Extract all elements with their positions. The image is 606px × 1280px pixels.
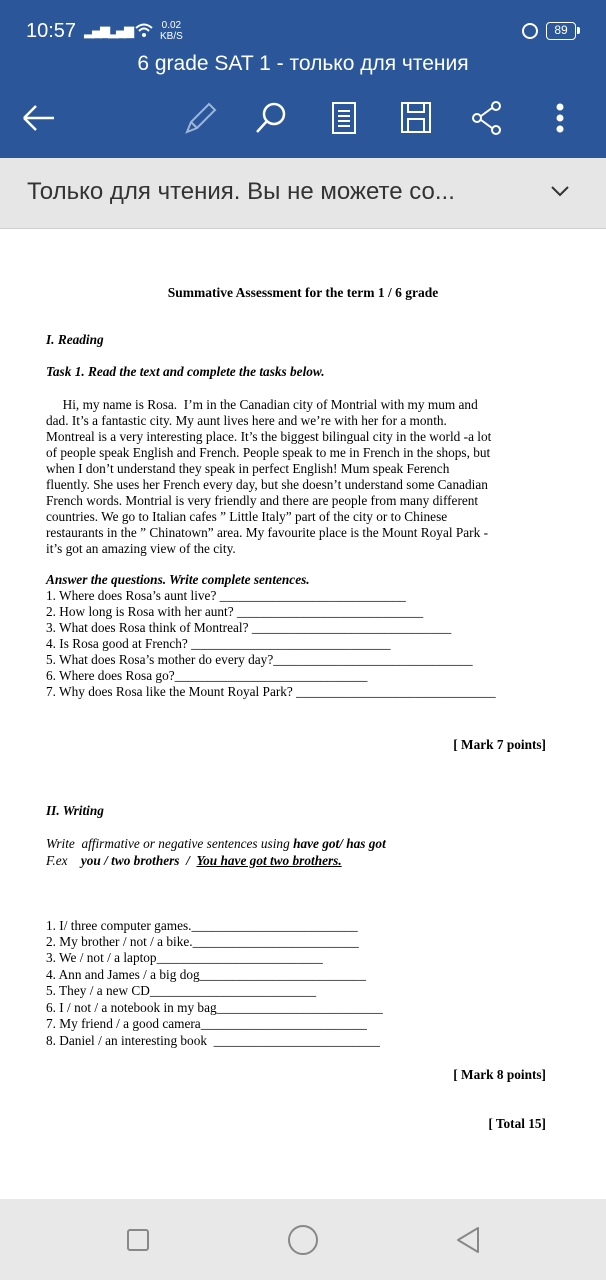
writing-instruction: Write affirmative or negative sentences using have got/ has got (46, 836, 386, 851)
signal-icon: ▂▄▆ (108, 24, 132, 39)
question-line: 2. How long is Rosa with her aunt? ____________________________ (46, 604, 424, 619)
writing-mark: [ Mark 8 points] (453, 1067, 546, 1082)
back-icon[interactable] (454, 1226, 482, 1254)
writing-heading: II. Writing (46, 803, 104, 818)
writing-item: 5. They / a new CD_________________________ (46, 983, 317, 998)
paragraph-line: fluently. She uses her French every day, but she doesn’t understand some Canadian (46, 477, 488, 492)
writing-item: 2. My brother / not / a bike._________________________ (46, 934, 359, 949)
question-line: 7. Why does Rosa like the Mount Royal Park? ______________________________ (46, 684, 496, 699)
paragraph-line: when I don’t understand they speak in perfect English! Mum speak Ferench (46, 461, 450, 476)
recent-apps-icon[interactable] (126, 1228, 150, 1252)
battery-icon: 89 (546, 22, 576, 40)
status-time: 10:57 (26, 20, 77, 42)
reading-mark: [ Mark 7 points] (453, 737, 546, 752)
paragraph-line: it’s got an amazing view of the city. (46, 541, 236, 556)
wifi-icon (134, 22, 154, 38)
assessment-title: Summative Assessment for the term 1 / 6 grade (167, 285, 439, 300)
writing-example: F.ex you / two brothers / You have got two brothers. (46, 853, 342, 868)
writing-item: 4. Ann and James / a big dog_________________________ (46, 967, 366, 982)
search-icon[interactable] (254, 100, 288, 136)
task-instruction: Task 1. Read the text and complete the tasks below. (46, 364, 325, 379)
app-bar (0, 0, 606, 158)
share-icon[interactable] (470, 100, 504, 136)
paragraph-line: Montreal is a very interesting place. It’s the biggest bilingual city in the world -a lot (46, 429, 492, 444)
more-icon[interactable] (552, 100, 568, 136)
paragraph-line: Hi, my name is Rosa. I’m in the Canadian city of Montrial with my mum and (46, 397, 478, 412)
read-only-notice[interactable] (0, 158, 606, 229)
home-icon[interactable] (286, 1223, 320, 1257)
question-line: 4. Is Rosa good at French? ______________________________ (46, 636, 391, 651)
paragraph-line: dad. It’s a fantastic city. My aunt lives here and we’re with her for a month. (46, 413, 447, 428)
writing-item: 8. Daniel / an interesting book _________________________ (46, 1033, 380, 1048)
pencil-icon[interactable] (183, 100, 217, 136)
orientation-lock-icon (522, 23, 538, 39)
total-mark: [ Total 15] (488, 1116, 546, 1131)
writing-item: 7. My friend / a good camera_________________________ (46, 1016, 367, 1031)
reading-heading: I. Reading (46, 332, 104, 347)
question-line: 5. What does Rosa’s mother do every day?______________________________ (46, 652, 473, 667)
paragraph-line: of people speak English and French. People speak to me in French in the shops, but (46, 445, 491, 460)
paragraph-line: restaurants in the ” Chinatown” area. My favourite place is the Mount Royal Park - (46, 525, 488, 540)
save-icon[interactable] (399, 100, 433, 136)
net-speed: 0.02 KB/S (160, 20, 183, 42)
questions-heading: Answer the questions. Write complete sentences. (46, 572, 310, 587)
question-line: 1. Where does Rosa’s aunt live? ____________________________ (46, 588, 406, 603)
read-only-notice-text: Только для чтения. Вы не можете со... (27, 178, 455, 205)
writing-item: 6. I / not / a notebook in my bag_________________________ (46, 1000, 383, 1015)
writing-item: 3. We / not / a laptop_________________________ (46, 950, 323, 965)
question-line: 3. What does Rosa think of Montreal? ______________________________ (46, 620, 452, 635)
signal-icon: ▂▄▆ (84, 24, 108, 39)
chevron-down-icon[interactable] (550, 184, 570, 198)
writing-item: 1. I/ three computer games._________________________ (46, 918, 358, 933)
document-title: 6 grade SAT 1 - только для чтения (137, 52, 469, 75)
paragraph-line: countries. We go to Italian cafes ” Little Italy” part of the city or to Chinese (46, 509, 448, 524)
system-nav-bar (0, 1199, 606, 1280)
question-line: 6. Where does Rosa go?_____________________________ (46, 668, 368, 683)
paragraph-line: French words. Montrial is very friendly and there are people from many different (46, 493, 479, 508)
battery-tip (577, 27, 580, 34)
reading-view-icon[interactable] (330, 100, 358, 136)
document-page (0, 229, 606, 1199)
back-arrow-icon[interactable] (22, 100, 56, 136)
